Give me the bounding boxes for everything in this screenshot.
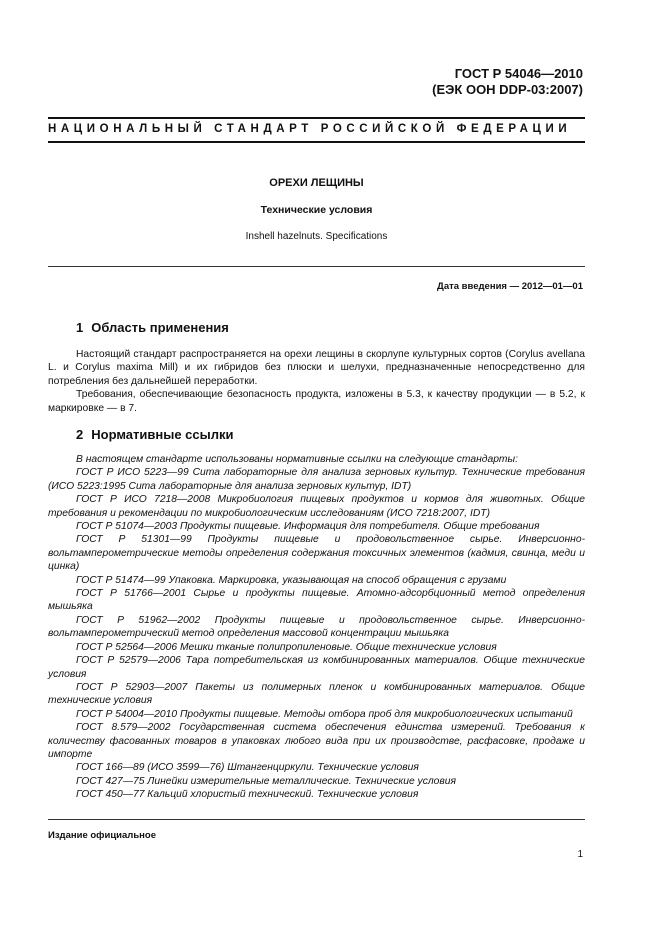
section-1-title: Область применения (91, 320, 229, 335)
introduction-date: Дата введения — 2012—01—01 (437, 281, 583, 292)
document-title: ОРЕХИ ЛЕЩИНЫ (269, 177, 364, 189)
reference-item: ГОСТ Р 51074—2003 Продукты пищевые. Информация для потребителя. Общие требования (76, 521, 540, 533)
section-1-heading (76, 320, 229, 335)
page-number: 1 (577, 849, 583, 860)
standard-code-line1: ГОСТ Р 54046—2010 (454, 66, 583, 81)
reference-item: ГОСТ Р 52564—2006 Мешки тканые полипропиленовые. Общие технические условия (76, 641, 497, 653)
section-1-body (48, 348, 585, 415)
reference-item: ГОСТ Р 51766—2001 Сырье и продукты пищевые. Атомно-адсорбционный метод определения мышьяка (48, 588, 585, 613)
section-2-title: Нормативные ссылки (91, 427, 234, 442)
reference-item: ГОСТ 427—75 Линейки измерительные металлические. Технические условия (76, 775, 456, 787)
references-intro: В настоящем стандарте использованы нормативные ссылки на следующие стандарты: (76, 454, 518, 465)
document-subtitle: Технические условия (260, 204, 373, 216)
section-1-paragraph: Требования, обеспечивающие безопасность продукта, изложены в 5.3, к качеству продукции — в 5.2, к маркировке — в 7. (48, 389, 585, 414)
english-title: Inshell hazelnuts. Specifications (245, 231, 388, 242)
reference-item: ГОСТ Р ИСО 5223—99 Сита лабораторные для анализа зерновых культур. Технические требования (ИСО 5223:1995 Сита лабораторные для анализа зерновых культур, IDT) (48, 467, 585, 492)
edition-note: Издание официальное (48, 830, 156, 841)
reference-item: ГОСТ Р 51962—2002 Продукты пищевые и продовольственное сырье. Инверсионно-вольтамперометрический метод определения массовой концентрации мышьяка (48, 614, 585, 640)
reference-item: ГОСТ Р 51474—99 Упаковка. Маркировка, указывающая на способ обращения с грузами (76, 574, 507, 586)
reference-item: ГОСТ Р 52903—2007 Пакеты из полимерных пленок и комбинированных материалов. Общие технические условия (48, 681, 585, 707)
header-divider-bottom (48, 141, 585, 143)
title-divider (48, 266, 585, 267)
header-divider-top (48, 117, 585, 119)
national-standard-banner: НАЦИОНАЛЬНЫЙ СТАНДАРТ РОССИЙСКОЙ ФЕДЕРАЦИИ (48, 123, 572, 135)
reference-item: ГОСТ Р 51301—99 Продукты пищевые и продовольственное сырье. Инверсионно-вольтамперометрические методы определения содержания токсичных элементов (кадмия, свинца, меди и цинка) (48, 534, 585, 573)
section-2-heading (76, 427, 233, 442)
section-2-number: 2 (76, 427, 84, 442)
reference-item: ГОСТ Р 52579—2006 Тара потребительская из комбинированных материалов. Общие технические условия (48, 655, 585, 680)
standard-code-line2: (ЕЭК ООН DDP-03:2007) (432, 82, 583, 97)
reference-item: ГОСТ 450—77 Кальций хлористый технический. Технические условия (76, 789, 419, 801)
footer-divider (48, 819, 585, 820)
reference-item: ГОСТ 8.579—2002 Государственная система обеспечения единства измерений. Требования к количеству фасованных товаров в упаковках любого вида при их производстве, расфасовке, продаже и импорте (48, 722, 585, 760)
reference-item: ГОСТ 166—89 (ИСО 3599—76) Штангенциркули. Технические условия (76, 762, 419, 774)
normative-references-list (48, 453, 585, 802)
reference-item: ГОСТ Р 54004—2010 Продукты пищевые. Методы отбора проб для микробиологических испытаний (76, 708, 573, 720)
section-1-number: 1 (76, 320, 84, 335)
section-1-paragraph: Настоящий стандарт распространяется на орехи лещины в скорлупе культурных сортов (Corylus avellana L. и Corylus maxima Mill) и их гибридов без плюски и шелухи, предназначенные непосредственно для потребления без дальнейшей переработки. (48, 349, 585, 387)
standard-code (432, 66, 583, 98)
reference-item: ГОСТ Р ИСО 7218—2008 Микробиология пищевых продуктов и кормов для животных. Общие требования и рекомендации по микробиологическим исследованиям (ИСО 7218:2007, IDT) (48, 494, 585, 519)
